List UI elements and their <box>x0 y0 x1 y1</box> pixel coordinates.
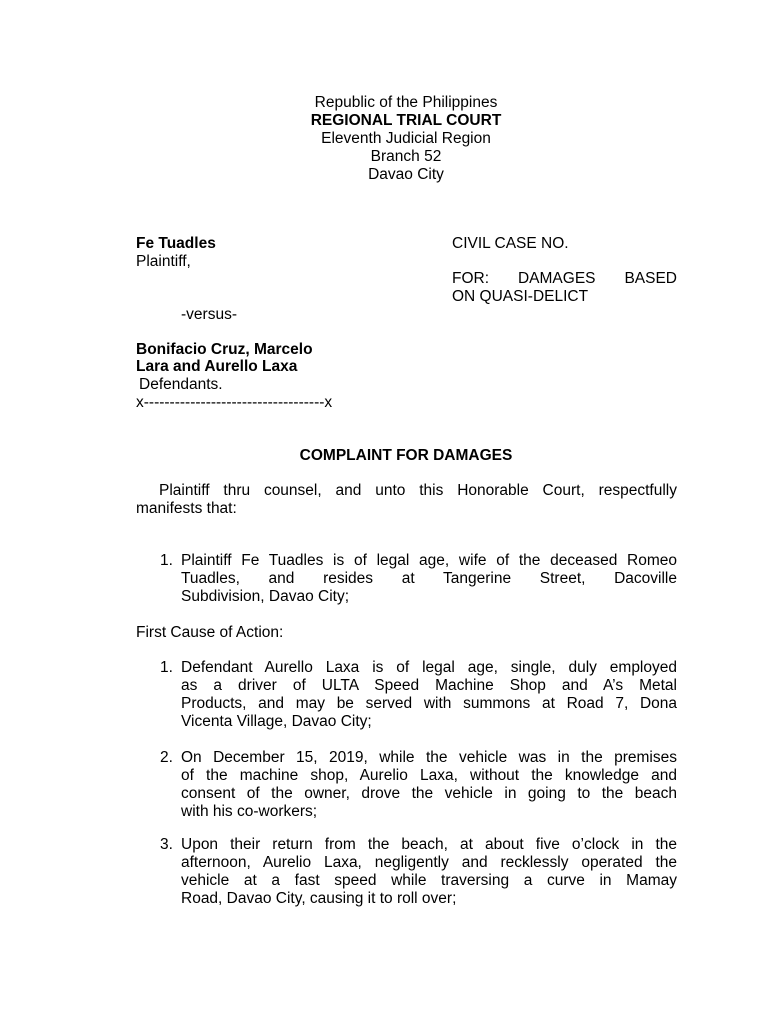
court-header <box>0 94 768 184</box>
list-item-line: Plaintiff Fe Tuadles is of legal age, wife of the deceased Romeo <box>181 552 677 569</box>
list-item-line: Vicenta Village, Davao City; <box>181 713 372 730</box>
list-item-line: Tuadles, and resides at Tangerine Street, Dacoville <box>181 570 677 587</box>
header-branch: Branch 52 <box>370 148 442 165</box>
defendants-role: Defendants. <box>139 376 223 393</box>
plaintiff-role: Plaintiff, <box>136 253 191 270</box>
case-subject-line1: FOR: DAMAGES BASED <box>452 270 677 287</box>
list-item-line: Upon their return from the beach, at about five o’clock in the <box>181 836 677 853</box>
list-item-line: vehicle at a fast speed while traversing a curve in Mamay <box>181 872 677 889</box>
list-item-number: 3. <box>160 836 173 853</box>
list-item-line: with his co-workers; <box>181 803 318 820</box>
list-item-number: 1. <box>160 659 173 676</box>
caption-separator: x-----------------------------------x <box>136 394 333 411</box>
list-item <box>181 749 677 821</box>
intro-line2: manifests that: <box>136 500 237 517</box>
list-item-line: On December 15, 2019, while the vehicle was in the premises <box>181 749 677 766</box>
first-cause-heading: First Cause of Action: <box>136 624 284 641</box>
header-republic: Republic of the Philippines <box>314 94 498 111</box>
list-item-line: Defendant Aurello Laxa is of legal age, single, duly employed <box>181 659 677 676</box>
list-item-line: Products, and may be served with summons at Road 7, Dona <box>181 695 677 712</box>
intro-paragraph <box>136 482 677 518</box>
header-court-name: REGIONAL TRIAL COURT <box>310 112 502 129</box>
list-item <box>181 552 677 606</box>
plaintiff-name: Fe Tuadles <box>136 235 216 252</box>
defendants-names-line1: Bonifacio Cruz, Marcelo <box>136 341 313 358</box>
list-item-line: Subdivision, Davao City; <box>181 588 349 605</box>
case-subject-line2: ON QUASI-DELICT <box>452 288 589 305</box>
list-item <box>181 836 677 908</box>
document-title: COMPLAINT FOR DAMAGES <box>299 447 513 464</box>
list-item-line: as a driver of ULTA Speed Machine Shop and A’s Metal <box>181 677 677 694</box>
defendants-names-line2: Lara and Aurello Laxa <box>136 358 298 375</box>
list-item <box>181 659 677 731</box>
versus-label: -versus- <box>181 306 237 323</box>
list-item-number: 1. <box>160 552 173 569</box>
header-city: Davao City <box>368 166 444 183</box>
list-item-line: Road, Davao City, causing it to roll over; <box>181 890 457 907</box>
case-subject <box>452 270 677 306</box>
list-item-number: 2. <box>160 749 173 766</box>
intro-line1: Plaintiff thru counsel, and unto this Honorable Court, respectfully <box>159 482 677 499</box>
list-item-line: afternoon, Aurelio Laxa, negligently and recklessly operated the <box>181 854 677 871</box>
header-region: Eleventh Judicial Region <box>321 130 491 147</box>
civil-case-number: CIVIL CASE NO. <box>452 235 569 252</box>
list-item-line: of the machine shop, Aurelio Laxa, without the knowledge and <box>181 767 677 784</box>
list-item-line: consent of the owner, drove the vehicle in going to the beach <box>181 785 677 802</box>
